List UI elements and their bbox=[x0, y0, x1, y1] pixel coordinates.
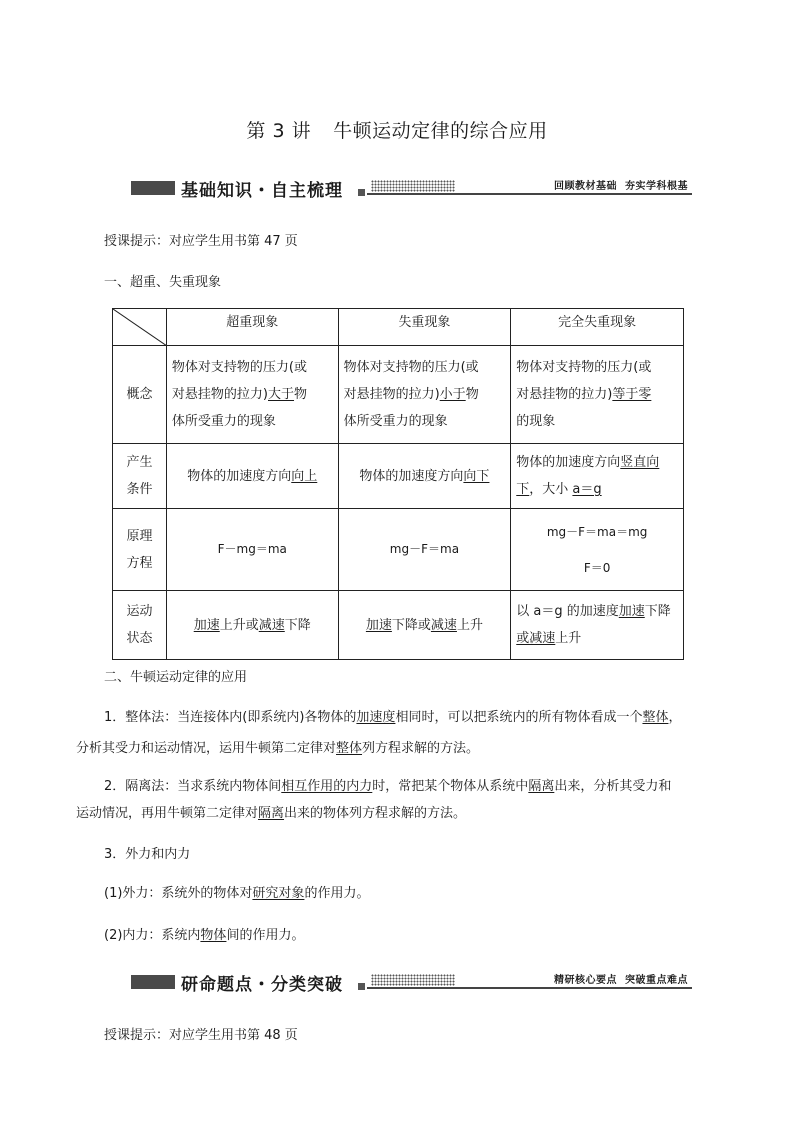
row-label-concept: 概念 bbox=[113, 346, 167, 444]
cell-concept-weightless: 物体对支持物的压力(或 对悬挂物的拉力)小于物 体所受重力的现象 bbox=[338, 346, 511, 444]
cell-eq-complete: mg－F＝ma＝mg F＝0 bbox=[511, 509, 684, 591]
item-isolation-method-cont: 运动情况，再用牛顿第二定律对隔离出来的物体列方程求解的方法。 bbox=[76, 806, 467, 821]
header-complete-weightless: 完全失重现象 bbox=[511, 309, 684, 346]
item-external-force: (1)外力：系统外的物体对研究对象的作用力。 bbox=[104, 886, 370, 901]
banner-block bbox=[131, 975, 175, 989]
row-label-equation: 原理 方程 bbox=[113, 509, 167, 591]
cell-cond-overweight: 物体的加速度方向向上 bbox=[166, 444, 338, 509]
banner-square bbox=[358, 983, 365, 990]
page-title bbox=[0, 116, 794, 143]
header-overweight: 超重现象 bbox=[166, 309, 338, 346]
lecture-number: 第 3 讲 bbox=[246, 120, 312, 142]
table-header-row bbox=[113, 309, 684, 346]
teaching-hint: 授课提示：对应学生用书第 47 页 bbox=[104, 234, 298, 249]
banner-title: 研命题点・分类突破 bbox=[181, 975, 343, 995]
section-heading: 一、超重、失重现象 bbox=[104, 275, 222, 290]
teaching-hint: 授课提示：对应学生用书第 48 页 bbox=[104, 1028, 298, 1043]
banner-title: 基础知识・自主梳理 bbox=[181, 181, 343, 201]
item-isolation-method: 2．隔离法：当求系统内物体间相互作用的内力时，常把某个物体从系统中隔离出来，分析其受力和 bbox=[104, 779, 672, 794]
banner-dots bbox=[371, 974, 455, 986]
cell-eq-overweight: F－mg＝ma bbox=[166, 509, 338, 591]
table-row bbox=[113, 591, 684, 660]
diagonal-line bbox=[113, 309, 167, 346]
section-banner-problems bbox=[131, 970, 692, 994]
item-forces: 3．外力和内力 bbox=[104, 847, 191, 862]
weightlessness-table bbox=[112, 308, 684, 660]
banner-line bbox=[367, 193, 692, 195]
section-heading: 二、牛顿运动定律的应用 bbox=[104, 670, 248, 685]
banner-subtitle: 回顾教材基础 夯实学科根基 bbox=[554, 181, 688, 192]
cell-cond-weightless: 物体的加速度方向向下 bbox=[338, 444, 511, 509]
banner-dots bbox=[371, 180, 455, 192]
diagonal-corner-cell bbox=[113, 309, 167, 346]
banner-square bbox=[358, 189, 365, 196]
banner-subtitle: 精研核心要点 突破重点难点 bbox=[554, 975, 688, 986]
item-whole-method-cont: 分析其受力和运动情况，运用牛顿第二定律对整体列方程求解的方法。 bbox=[76, 741, 480, 756]
row-label-motion: 运动 状态 bbox=[113, 591, 167, 660]
cell-cond-complete: 物体的加速度方向竖直向 下，大小 a＝g bbox=[511, 444, 684, 509]
table-row bbox=[113, 444, 684, 509]
cell-motion-complete: 以 a＝g 的加速度加速下降 或减速上升 bbox=[511, 591, 684, 660]
banner-line bbox=[367, 987, 692, 989]
cell-eq-weightless: mg－F＝ma bbox=[338, 509, 511, 591]
lecture-name: 牛顿运动定律的综合应用 bbox=[333, 120, 548, 142]
cell-concept-complete: 物体对支持物的压力(或 对悬挂物的拉力)等于零 的现象 bbox=[511, 346, 684, 444]
banner-block bbox=[131, 181, 175, 195]
item-internal-force: (2)内力：系统内物体间的作用力。 bbox=[104, 928, 305, 943]
cell-concept-overweight: 物体对支持物的压力(或 对悬挂物的拉力)大于物 体所受重力的现象 bbox=[166, 346, 338, 444]
table-row bbox=[113, 509, 684, 591]
header-weightless: 失重现象 bbox=[338, 309, 511, 346]
cell-motion-weightless: 加速下降或减速上升 bbox=[338, 591, 511, 660]
cell-motion-overweight: 加速上升或减速下降 bbox=[166, 591, 338, 660]
section-banner-basics bbox=[131, 176, 692, 200]
row-label-condition: 产生 条件 bbox=[113, 444, 167, 509]
table-row bbox=[113, 346, 684, 444]
item-whole-method: 1．整体法：当连接体内(即系统内)各物体的加速度相同时，可以把系统内的所有物体看成一个整体， bbox=[104, 710, 682, 725]
